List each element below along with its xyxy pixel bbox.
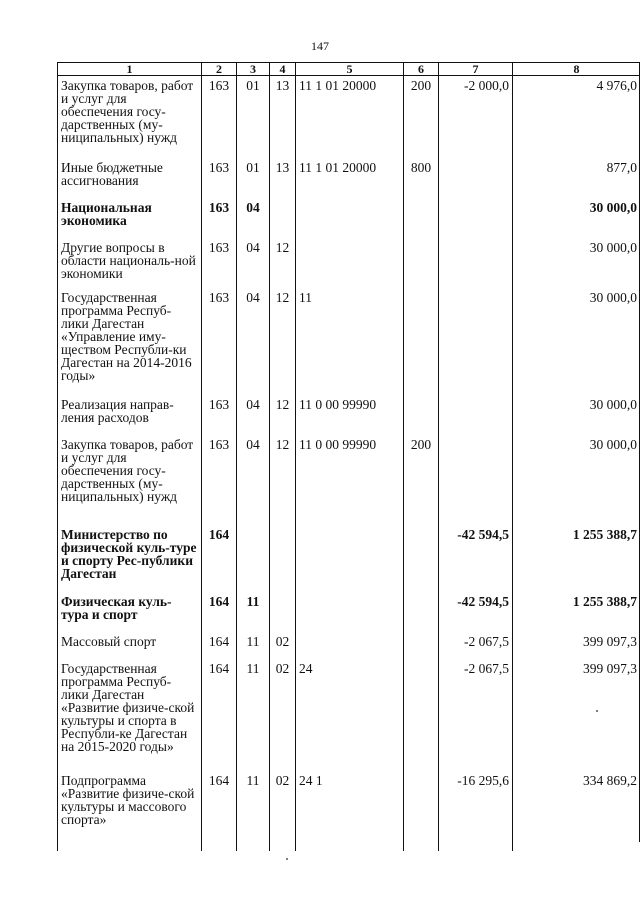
section-cell: 04 [237, 288, 270, 395]
section-cell: 11 [237, 659, 270, 771]
row-name-cell: Физическая куль-тура и спорт [58, 592, 202, 632]
total-amount-cell: 334 869,2 [513, 771, 640, 851]
change-amount-cell: -42 594,5 [439, 592, 513, 632]
total-amount-cell: 30 000,0 [513, 435, 640, 525]
target-article-cell [296, 592, 404, 632]
expense-type-cell [404, 771, 439, 851]
section-cell: 04 [237, 395, 270, 435]
change-amount-cell [439, 198, 513, 238]
section-cell: 04 [237, 435, 270, 525]
target-article-cell: 24 1 [296, 771, 404, 851]
expense-type-cell: 800 [404, 158, 439, 198]
row-name-cell: Государственная программа Респуб-лики Дагестан «Управление иму-ществом Республи-ки Дагестан на 2014-2016 годы» [58, 288, 202, 395]
column-header: 7 [439, 63, 513, 76]
column-header: 3 [237, 63, 270, 76]
expense-type-cell [404, 395, 439, 435]
subsection-cell: 02 [270, 632, 296, 659]
table-row [58, 435, 640, 525]
target-article-cell [296, 198, 404, 238]
subsection-cell: 12 [270, 395, 296, 435]
subsection-cell [270, 198, 296, 238]
subsection-cell [270, 592, 296, 632]
change-amount-cell [439, 435, 513, 525]
budget-table [57, 62, 640, 851]
scan-speck [286, 858, 288, 860]
column-header: 5 [296, 63, 404, 76]
table-header-row [58, 63, 640, 76]
section-cell [237, 525, 270, 592]
section-cell: 01 [237, 158, 270, 198]
code-ministry-cell: 163 [202, 158, 237, 198]
target-article-cell: 11 1 01 20000 [296, 158, 404, 198]
target-article-cell: 11 [296, 288, 404, 395]
row-name-cell: Закупка товаров, работ и услуг для обеспечения госу-дарственных (му-ниципальных) нужд [58, 76, 202, 158]
subsection-cell: 13 [270, 76, 296, 158]
change-amount-cell: -2 067,5 [439, 632, 513, 659]
row-name-cell: Другие вопросы в области националь-ной экономики [58, 238, 202, 288]
row-name-cell: Подпрограмма «Развитие физиче-ской культуры и массового спорта» [58, 771, 202, 851]
expense-type-cell: 200 [404, 435, 439, 525]
total-amount-cell: 30 000,0 [513, 198, 640, 238]
expense-type-cell [404, 238, 439, 288]
section-cell: 04 [237, 198, 270, 238]
table-row [58, 288, 640, 395]
subsection-cell: 12 [270, 435, 296, 525]
code-ministry-cell: 163 [202, 435, 237, 525]
table-body [58, 76, 640, 851]
change-amount-cell [439, 158, 513, 198]
section-cell: 01 [237, 76, 270, 158]
change-amount-cell: -2 067,5 [439, 659, 513, 771]
target-article-cell: 11 1 01 20000 [296, 76, 404, 158]
subsection-cell: 12 [270, 288, 296, 395]
table-row [58, 632, 640, 659]
change-amount-cell: -2 000,0 [439, 76, 513, 158]
row-name-cell: Государственная программа Респуб-лики Дагестан «Развитие физиче-ской культуры и спорта в Республи-ке Дагестан на 2015-2020 годы» [58, 659, 202, 771]
section-cell: 11 [237, 771, 270, 851]
section-cell: 11 [237, 592, 270, 632]
row-name-cell: Реализация направ-ления расходов [58, 395, 202, 435]
change-amount-cell [439, 288, 513, 395]
subsection-cell [270, 525, 296, 592]
change-amount-cell: -42 594,5 [439, 525, 513, 592]
row-name-cell: Закупка товаров, работ и услуг для обеспечения госу-дарственных (му-ниципальных) нужд [58, 435, 202, 525]
total-amount-cell: 1 255 388,7 [513, 592, 640, 632]
column-header: 6 [404, 63, 439, 76]
total-amount-cell: 399 097,3 [513, 659, 640, 771]
total-amount-cell: 30 000,0 [513, 238, 640, 288]
total-amount-cell: 1 255 388,7 [513, 525, 640, 592]
target-article-cell: 11 0 00 99990 [296, 435, 404, 525]
target-article-cell [296, 525, 404, 592]
expense-type-cell [404, 632, 439, 659]
change-amount-cell: -16 295,6 [439, 771, 513, 851]
expense-type-cell [404, 659, 439, 771]
column-header: 1 [58, 63, 202, 76]
target-article-cell: 24 [296, 659, 404, 771]
code-ministry-cell: 163 [202, 238, 237, 288]
expense-type-cell [404, 525, 439, 592]
column-header: 2 [202, 63, 237, 76]
section-cell: 11 [237, 632, 270, 659]
expense-type-cell [404, 288, 439, 395]
row-name-cell: Министерство по физической куль-туре и спорту Рес-публики Дагестан [58, 525, 202, 592]
table-row [58, 771, 640, 851]
expense-type-cell: 200 [404, 76, 439, 158]
subsection-cell: 02 [270, 771, 296, 851]
row-name-cell: Массовый спорт [58, 632, 202, 659]
total-amount-cell: 30 000,0 [513, 395, 640, 435]
code-ministry-cell: 164 [202, 659, 237, 771]
page-number: 147 [311, 39, 329, 53]
subsection-cell: 02 [270, 659, 296, 771]
code-ministry-cell: 164 [202, 771, 237, 851]
column-header: 8 [513, 63, 640, 76]
row-name-cell: Иные бюджетные ассигнования [58, 158, 202, 198]
table-row [58, 238, 640, 288]
code-ministry-cell: 163 [202, 395, 237, 435]
table-row [58, 659, 640, 771]
table-row [58, 198, 640, 238]
subsection-cell: 12 [270, 238, 296, 288]
table-row [58, 76, 640, 158]
total-amount-cell: 399 097,3 [513, 632, 640, 659]
change-amount-cell [439, 395, 513, 435]
target-article-cell [296, 238, 404, 288]
table-row [58, 592, 640, 632]
code-ministry-cell: 163 [202, 76, 237, 158]
section-cell: 04 [237, 238, 270, 288]
scan-speck [596, 710, 598, 712]
table-row [58, 158, 640, 198]
total-amount-cell: 30 000,0 [513, 288, 640, 395]
code-ministry-cell: 163 [202, 198, 237, 238]
total-amount-cell: 4 976,0 [513, 76, 640, 158]
code-ministry-cell: 164 [202, 592, 237, 632]
code-ministry-cell: 164 [202, 525, 237, 592]
total-amount-cell: 877,0 [513, 158, 640, 198]
change-amount-cell [439, 238, 513, 288]
table-row [58, 525, 640, 592]
code-ministry-cell: 164 [202, 632, 237, 659]
target-article-cell: 11 0 00 99990 [296, 395, 404, 435]
column-header: 4 [270, 63, 296, 76]
code-ministry-cell: 163 [202, 288, 237, 395]
expense-type-cell [404, 198, 439, 238]
row-name-cell: Национальная экономика [58, 198, 202, 238]
expense-type-cell [404, 592, 439, 632]
target-article-cell [296, 632, 404, 659]
table-row [58, 395, 640, 435]
subsection-cell: 13 [270, 158, 296, 198]
